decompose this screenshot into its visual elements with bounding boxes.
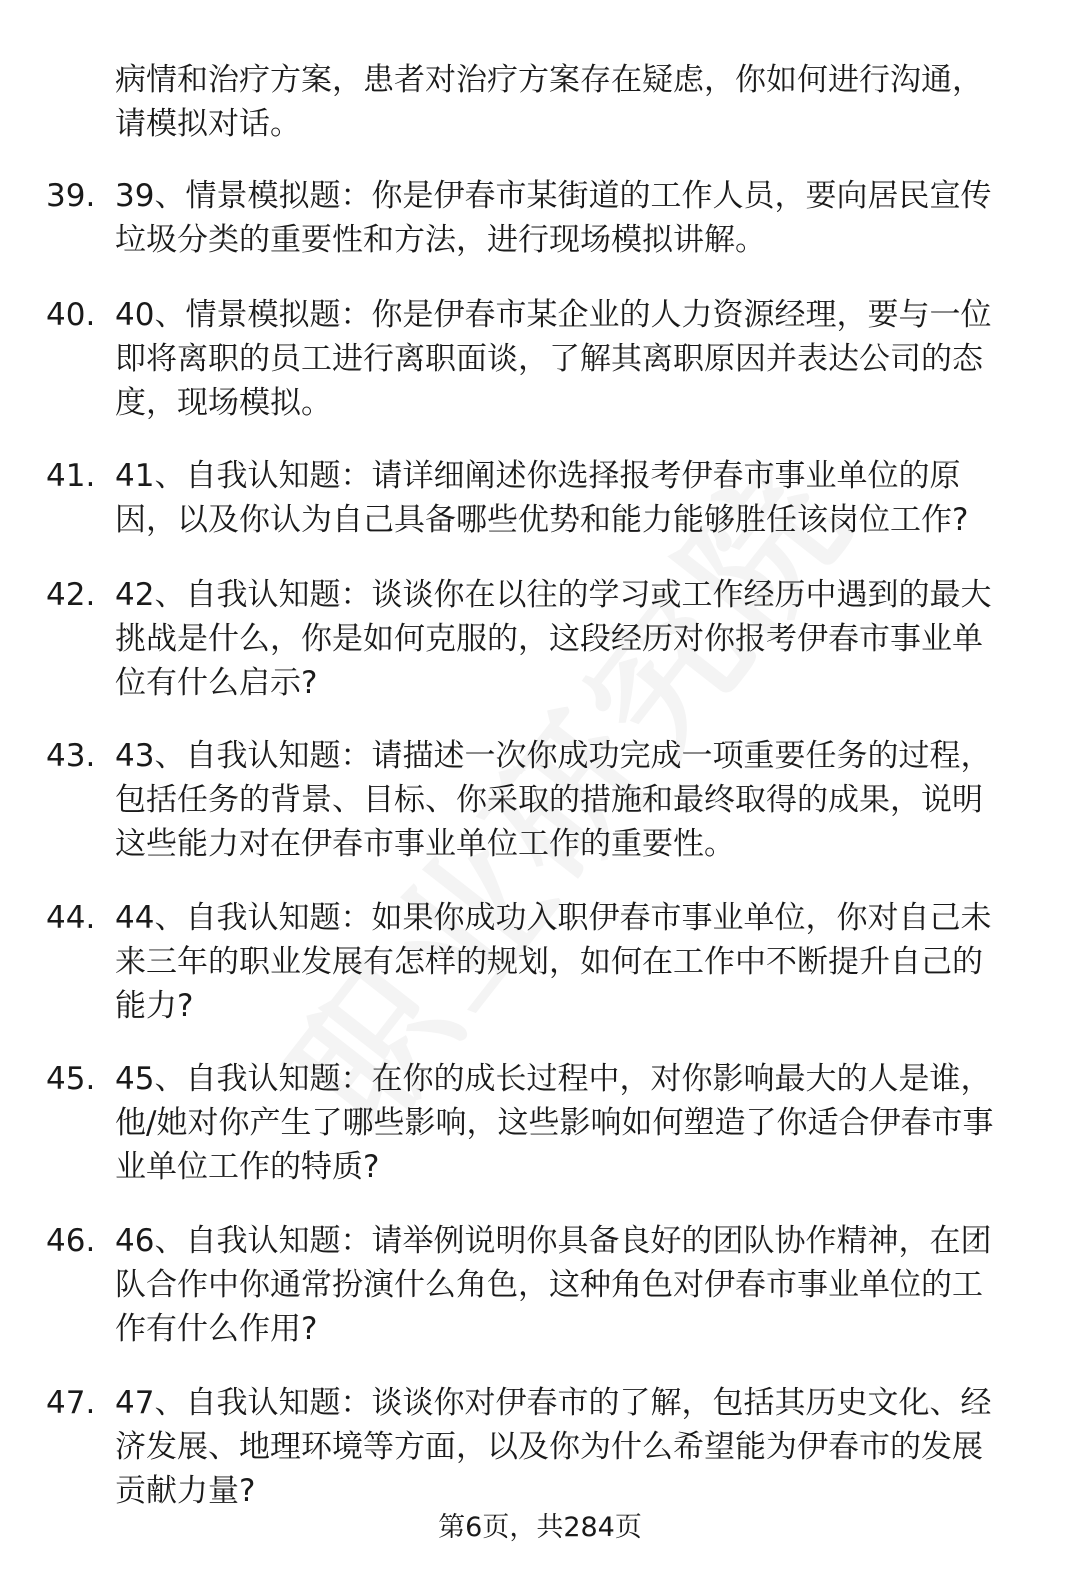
text-line: 43、自我认知题：请描述一次你成功完成一项重要任务的过程，: [115, 738, 992, 774]
text-line: 来三年的职业发展有怎样的规划，如何在工作中不断提升自己的: [115, 944, 983, 980]
text-line: 济发展、地理环境等方面，以及你为什么希望能为伊春市的发展: [115, 1429, 983, 1465]
text-line: 队合作中你通常扮演什么角色，这种角色对伊春市事业单位的工: [115, 1267, 983, 1303]
text-line: 病情和治疗方案，患者对治疗方案存在疑虑，你如何进行沟通，: [115, 62, 983, 98]
text-line: 47、自我认知题：谈谈你对伊春市的了解，包括其历史文化、经: [115, 1385, 992, 1421]
text-line: 44、自我认知题：如果你成功入职伊春市事业单位，你对自己未: [115, 900, 992, 936]
item-number: 42.: [46, 577, 96, 613]
item-number: 43.: [46, 738, 96, 774]
text-line: 42、自我认知题：谈谈你在以往的学习或工作经历中遇到的最大: [115, 577, 992, 613]
text-line: 他/她对你产生了哪些影响，这些影响如何塑造了你适合伊春市事: [115, 1105, 994, 1141]
item-text: [115, 58, 1045, 146]
text-line: 即将离职的员工进行离职面谈，了解其离职原因并表达公司的态: [115, 341, 983, 377]
item-number: 46.: [46, 1223, 96, 1259]
page-number-footer: 第6页，共284页: [438, 1512, 642, 1543]
text-line: 因，以及你认为自己具备哪些优势和能力能够胜任该岗位工作?: [115, 502, 969, 538]
item-text: [115, 174, 1045, 262]
item-number: 41.: [46, 458, 96, 494]
text-line: 位有什么启示?: [115, 665, 318, 701]
item-text: [115, 293, 1045, 425]
item-text: [115, 454, 1045, 542]
text-line: 45、自我认知题：在你的成长过程中，对你影响最大的人是谁，: [115, 1061, 992, 1097]
item-text: [115, 1381, 1045, 1513]
item-number: 47.: [46, 1385, 96, 1421]
text-line: 请模拟对话。: [115, 106, 301, 142]
text-line: 39、情景模拟题：你是伊春市某街道的工作人员，要向居民宣传: [115, 178, 992, 214]
item-number: 39.: [46, 178, 96, 214]
item-number: 44.: [46, 900, 96, 936]
item-text: [115, 1219, 1045, 1351]
item-text: [115, 573, 1045, 705]
item-text: [115, 1057, 1045, 1189]
text-line: 能力?: [115, 988, 194, 1024]
text-line: 41、自我认知题：请详细阐述你选择报考伊春市事业单位的原: [115, 458, 961, 494]
text-line: 垃圾分类的重要性和方法，进行现场模拟讲解。: [115, 222, 766, 258]
item-number: 45.: [46, 1061, 96, 1097]
text-line: 度，现场模拟。: [115, 385, 332, 421]
text-line: 包括任务的背景、目标、你采取的措施和最终取得的成果，说明: [115, 782, 983, 818]
text-line: 46、自我认知题：请举例说明你具备良好的团队协作精神，在团: [115, 1223, 992, 1259]
text-line: 业单位工作的特质?: [115, 1149, 380, 1185]
text-line: 挑战是什么，你是如何克服的，这段经历对你报考伊春市事业单: [115, 621, 983, 657]
item-text: [115, 734, 1045, 866]
text-line: 作有什么作用?: [115, 1311, 318, 1347]
text-line: 贡献力量?: [115, 1473, 256, 1509]
item-number: 40.: [46, 297, 96, 333]
item-text: [115, 896, 1045, 1028]
text-line: 这些能力对在伊春市事业单位工作的重要性。: [115, 826, 735, 862]
text-line: 40、情景模拟题：你是伊春市某企业的人力资源经理，要与一位: [115, 297, 992, 333]
